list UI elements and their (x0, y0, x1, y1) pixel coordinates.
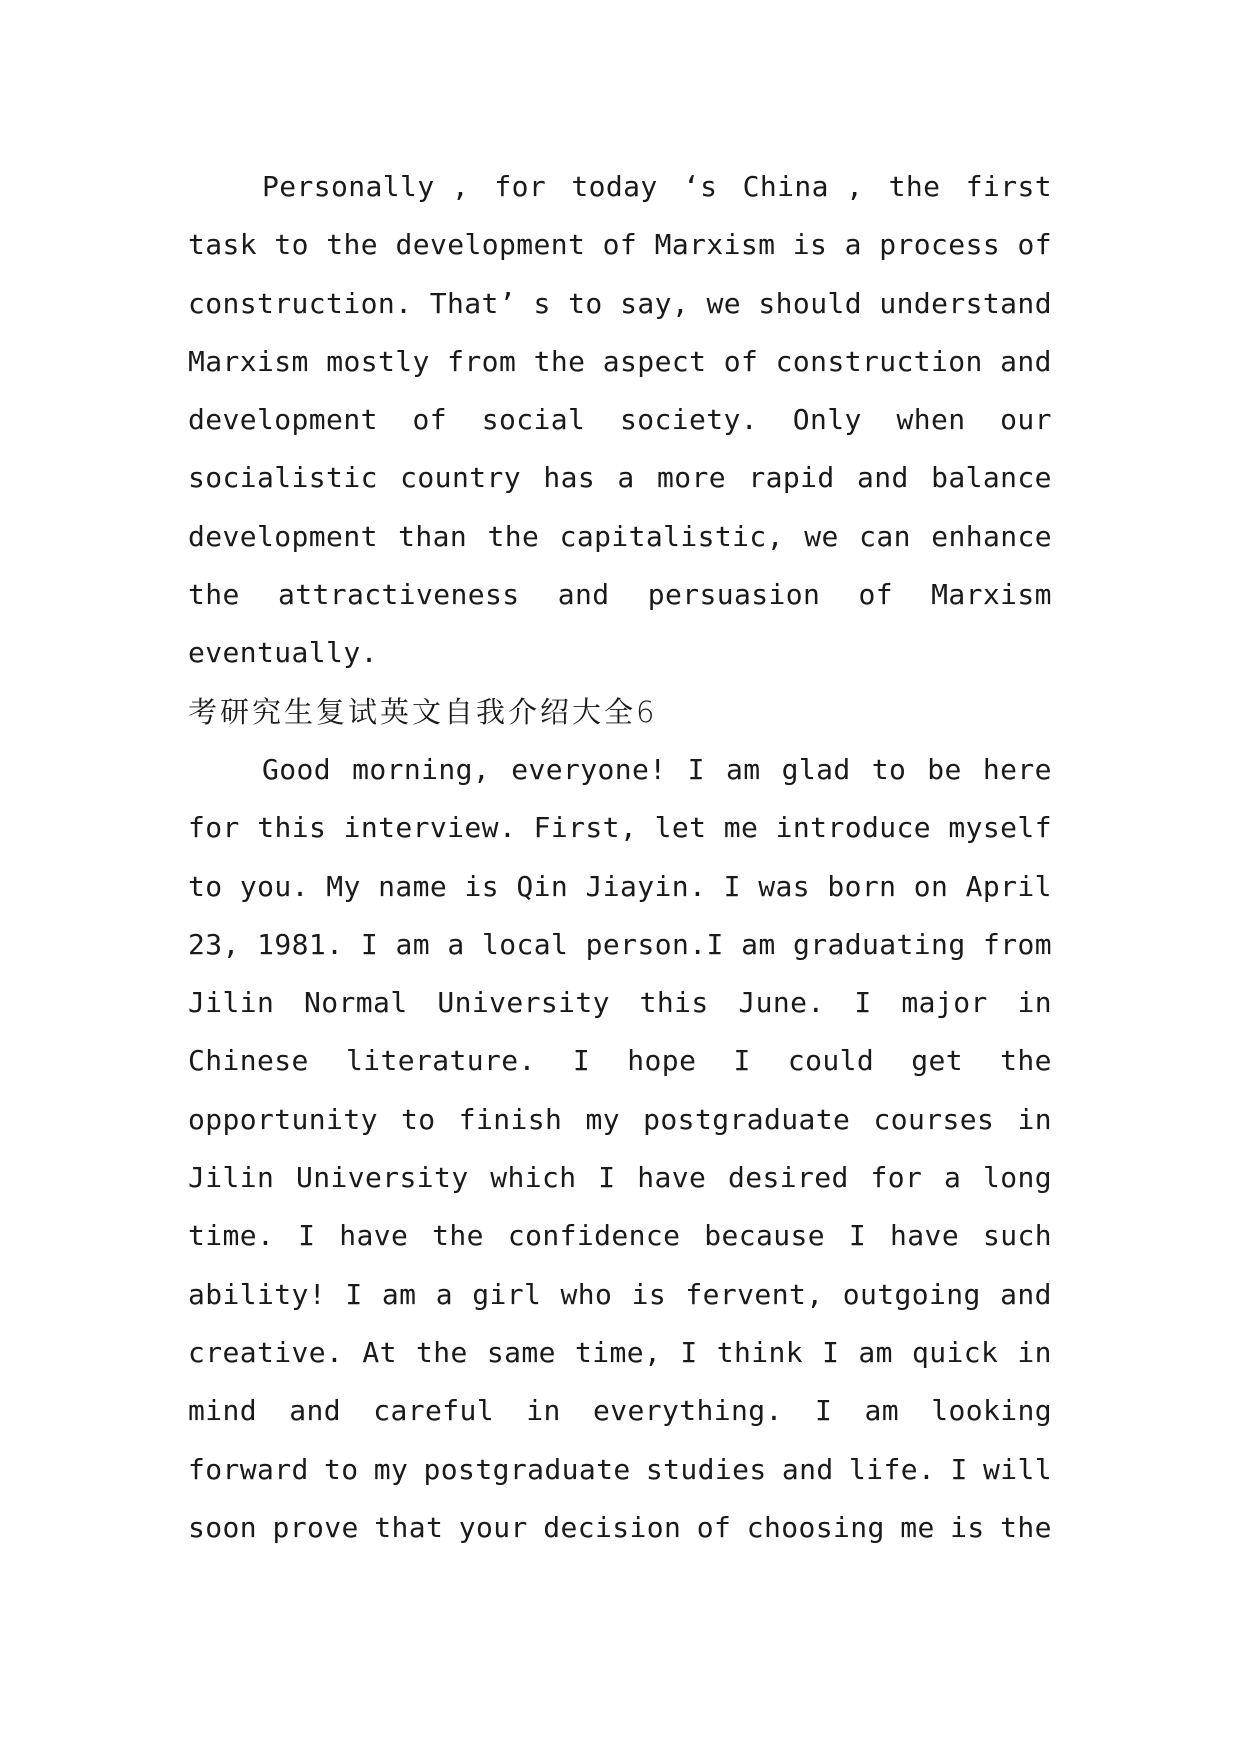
word: 1981. (257, 927, 344, 961)
word: Marxism (654, 228, 776, 262)
word: the (432, 1219, 484, 1253)
word: the (188, 578, 240, 612)
word: of (1017, 228, 1052, 262)
word: this (257, 811, 327, 845)
word: am (864, 1394, 899, 1428)
word: could (787, 1044, 875, 1078)
word: mind (188, 1394, 258, 1428)
word: June. (738, 986, 825, 1020)
word: I (345, 1277, 363, 1311)
word: April (965, 869, 1052, 903)
word: we (804, 519, 839, 553)
word: the (416, 1335, 468, 1369)
word: outgoing (842, 1277, 981, 1311)
word: socialistic (188, 461, 378, 495)
word: time, (574, 1335, 662, 1369)
word: the (888, 170, 941, 203)
word: a (435, 1277, 453, 1311)
word: long (982, 1161, 1052, 1195)
word: a (617, 461, 635, 495)
paragraph-line (188, 1441, 1052, 1499)
word: think (716, 1335, 803, 1369)
word: to (324, 1452, 359, 1486)
word: in (1017, 1102, 1052, 1136)
word: in (1017, 1335, 1052, 1369)
word: construction (775, 344, 983, 378)
word: capitalistic, (559, 519, 784, 553)
word: than (398, 519, 468, 553)
word: has (543, 461, 596, 495)
word: who (560, 1277, 613, 1311)
word: soon (188, 1510, 258, 1544)
word: introduce (775, 811, 931, 845)
word: my (585, 1102, 620, 1136)
paragraph-marxism (188, 158, 1052, 683)
word: desired (727, 1161, 849, 1195)
word: Chinese (188, 1044, 309, 1078)
word: Jilin (188, 986, 275, 1020)
word: time. (188, 1219, 275, 1253)
paragraph-line (188, 566, 1052, 624)
word: development (395, 228, 586, 262)
word: of (696, 1510, 732, 1544)
word: same (486, 1335, 556, 1369)
word: I (815, 1394, 833, 1428)
word: have (637, 1161, 707, 1195)
word: for (870, 1161, 923, 1195)
word: and (1000, 1277, 1052, 1311)
word: 23, (188, 927, 240, 961)
word: from (447, 344, 517, 378)
word: on (913, 869, 949, 903)
paragraph-line (188, 1207, 1052, 1265)
paragraph-line (188, 1032, 1052, 1090)
word: University (437, 986, 610, 1020)
paragraph-line (188, 1149, 1052, 1207)
word: today (571, 170, 658, 203)
document-body (188, 158, 1052, 1557)
word: and (289, 1394, 342, 1428)
word: am (741, 927, 776, 961)
paragraph-line (188, 1091, 1052, 1149)
word: the (487, 519, 540, 553)
word: to (401, 1102, 436, 1136)
word: is (792, 228, 828, 262)
word: creative. (188, 1335, 344, 1369)
word: country (400, 461, 521, 495)
word: from (982, 927, 1052, 961)
word: everyone! (511, 752, 667, 786)
paragraph-line (188, 858, 1052, 916)
word: development (188, 403, 378, 437)
word: development (188, 519, 378, 553)
word: mostly (326, 344, 430, 378)
word: local (482, 927, 569, 961)
paragraph-line (188, 508, 1052, 566)
word: fervent, (685, 1277, 824, 1311)
word: you. (239, 869, 309, 903)
word: am (381, 1277, 417, 1311)
word: attractiveness (277, 578, 520, 612)
word: of (723, 344, 759, 378)
word: aspect (602, 344, 707, 378)
word: me (723, 811, 759, 845)
word: literature. (345, 1044, 536, 1078)
word: a (844, 228, 862, 262)
word: of (858, 578, 893, 612)
word: Jiayin. (585, 869, 707, 903)
word: eventually. (188, 636, 378, 670)
word: That’ (429, 286, 517, 320)
word: will (982, 1452, 1052, 1486)
word: My (326, 869, 361, 903)
word: hope (627, 1044, 697, 1078)
word: society. (619, 403, 759, 437)
word: Normal (304, 986, 408, 1020)
word: of (412, 403, 448, 437)
word: Only (792, 403, 862, 437)
word: s (533, 286, 551, 320)
word: I (950, 1452, 968, 1486)
word: that (374, 1510, 444, 1544)
word: have (890, 1219, 960, 1253)
paragraph-line (188, 1324, 1052, 1382)
word: of (602, 228, 638, 262)
word: I (687, 752, 705, 786)
word: social (481, 403, 586, 437)
word: let (654, 811, 707, 845)
paragraph-line (188, 391, 1052, 449)
word: Good (262, 752, 332, 786)
word: forward (188, 1452, 309, 1486)
word: looking (931, 1394, 1052, 1428)
word: in (1017, 986, 1052, 1020)
word: first (965, 170, 1052, 203)
word: because (704, 1219, 826, 1253)
word: I (572, 1044, 591, 1078)
word: Marxism (931, 578, 1052, 612)
paragraph-line (188, 799, 1052, 857)
word: to (274, 228, 309, 262)
paragraph-line (188, 1382, 1052, 1440)
word: graduating (793, 927, 966, 961)
word: enhance (931, 519, 1052, 553)
word: and (857, 461, 909, 495)
word: balance (931, 461, 1052, 495)
word: everything. (592, 1394, 783, 1428)
paragraph-line (188, 916, 1052, 974)
word: am (395, 927, 430, 961)
word: for (494, 170, 547, 203)
word: born (827, 869, 897, 903)
word: was (758, 869, 810, 903)
word: Personally , (262, 170, 470, 203)
word: am (726, 752, 761, 786)
word: morning, (352, 752, 491, 786)
word: to (188, 869, 223, 903)
word: to (871, 752, 907, 786)
word: person.I (585, 927, 724, 961)
word: say, (620, 286, 690, 320)
paragraph-line (188, 216, 1052, 274)
word: have (339, 1219, 409, 1253)
paragraph-line (188, 741, 1052, 799)
word: persuasion (647, 578, 821, 612)
word: the (1000, 1044, 1052, 1078)
word: Jilin (188, 1161, 275, 1195)
word: I (733, 1044, 751, 1078)
word: choosing (746, 1510, 885, 1544)
word: a (943, 1161, 962, 1195)
paragraph-line (188, 275, 1052, 333)
word: and (557, 578, 610, 612)
word: our (1000, 403, 1052, 437)
paragraph-line (188, 158, 1052, 216)
word: and (781, 1452, 834, 1486)
word: is (631, 1277, 667, 1311)
word: am (858, 1335, 893, 1369)
word: understand (879, 286, 1052, 320)
word: Marxism (188, 344, 309, 378)
word: prove (272, 1510, 359, 1544)
word: Qin (516, 869, 569, 903)
paragraph-line (188, 449, 1052, 507)
word: we (706, 286, 742, 320)
word: a (447, 927, 465, 961)
word: major (901, 986, 988, 1020)
word: process (879, 228, 1001, 262)
word: get (911, 1044, 964, 1078)
word: more (657, 461, 727, 495)
word: glad (781, 752, 851, 786)
paragraph-line (188, 1266, 1052, 1324)
word: At (362, 1335, 397, 1369)
word: which (490, 1161, 577, 1195)
section-heading (188, 683, 1052, 741)
word: this (639, 986, 709, 1020)
word: is (464, 869, 499, 903)
word: I (360, 927, 379, 961)
paragraph-self-introduction (188, 741, 1052, 1557)
word: ability! (188, 1277, 327, 1311)
word: and (1000, 344, 1052, 378)
word: opportunity (188, 1102, 378, 1136)
paragraph-line (188, 333, 1052, 391)
word: I (680, 1335, 698, 1369)
word: finish (458, 1102, 563, 1136)
word: here (982, 752, 1052, 786)
word: life. (848, 1452, 936, 1486)
paragraph-line (188, 624, 1052, 682)
word: your (458, 1510, 528, 1544)
word: I (848, 1219, 867, 1253)
paragraph-line (188, 974, 1052, 1032)
word: 考研究生复试英文自我介绍大全6 (188, 694, 658, 729)
word: studies (645, 1452, 767, 1486)
word: construction. (188, 286, 413, 320)
word: China , (742, 170, 864, 203)
word: when (896, 403, 966, 437)
word: my (373, 1452, 409, 1486)
word: I (723, 869, 741, 903)
word: First, (533, 811, 638, 845)
word: the (326, 228, 379, 262)
word: careful (373, 1394, 495, 1428)
word: girl (472, 1277, 542, 1311)
word: ‘s (682, 170, 718, 203)
word: University (296, 1161, 469, 1195)
word: name (378, 869, 448, 903)
word: task (188, 228, 258, 262)
word: the (1000, 1510, 1052, 1544)
word: decision (543, 1510, 682, 1544)
word: me (900, 1510, 935, 1544)
paragraph-line (188, 1499, 1052, 1557)
word: I (598, 1161, 616, 1195)
word: postgraduate (423, 1452, 631, 1486)
word: I (298, 1219, 316, 1253)
word: is (950, 1510, 985, 1544)
word: quick (912, 1335, 999, 1369)
word: to (568, 286, 603, 320)
word: rapid (748, 461, 835, 495)
word: postgraduate (643, 1102, 851, 1136)
word: myself (948, 811, 1052, 845)
word: can (859, 519, 911, 553)
word: such (982, 1219, 1052, 1253)
word: I (854, 986, 872, 1020)
word: confidence (507, 1219, 681, 1253)
word: for (188, 811, 240, 845)
word: in (526, 1394, 561, 1428)
word: I (822, 1335, 840, 1369)
word: interview. (343, 811, 517, 845)
word: should (758, 286, 862, 320)
word: the (533, 344, 586, 378)
word: be (927, 752, 962, 786)
word: courses (873, 1102, 995, 1136)
